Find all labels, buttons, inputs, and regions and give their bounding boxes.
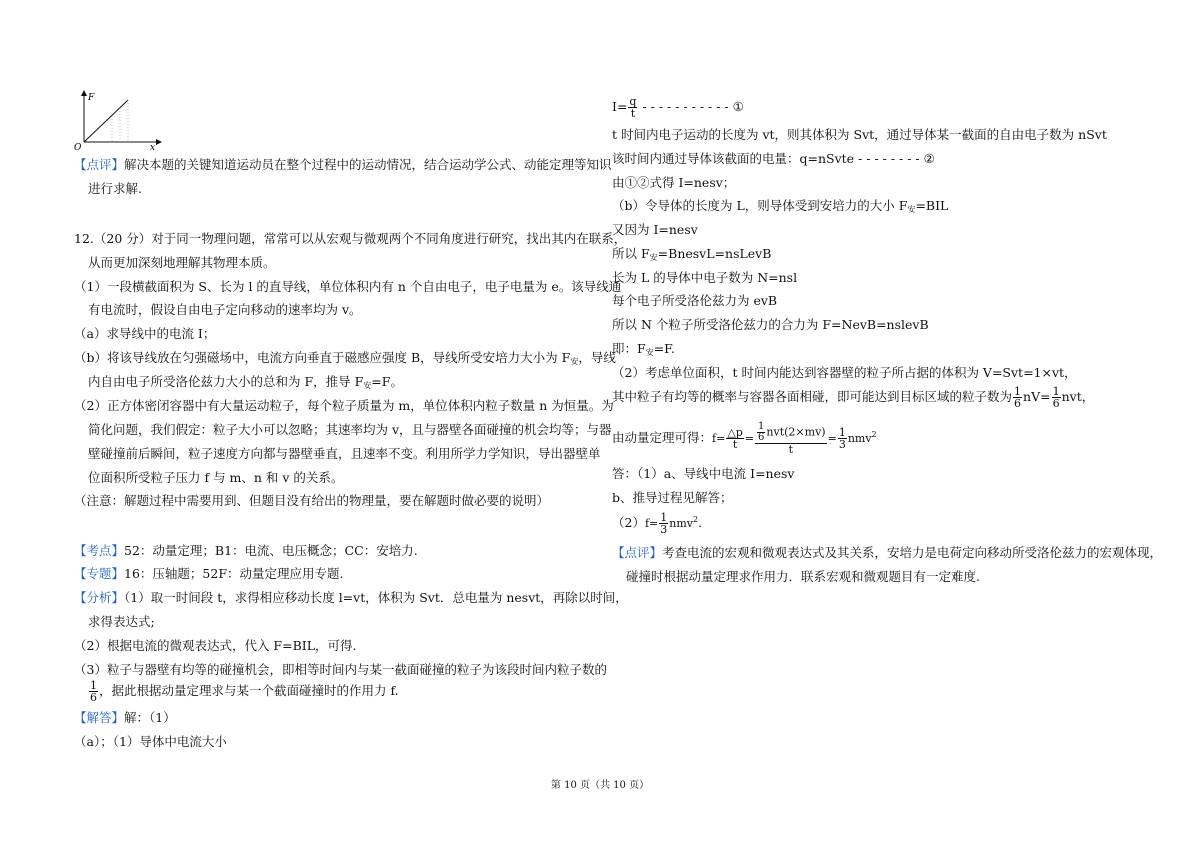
- graph-x-label: x: [150, 143, 156, 150]
- kaodian-tag: 【考点】: [74, 543, 125, 558]
- fraction-num: q: [629, 95, 637, 108]
- r13-end: nmv: [847, 432, 872, 445]
- r13-text: 由动量定理可得：: [612, 430, 713, 445]
- right-line-6: [612, 246, 771, 266]
- note-line: （注意：解题过程中需要用到、但题目没有给出的物理量，要在解题时做必要的说明）: [74, 493, 550, 508]
- right-line-7: 长为 L 的导体中电子数为 N=nsl: [612, 270, 798, 285]
- qb-line2: [88, 374, 403, 394]
- fraction-dp-over-t: [726, 427, 744, 450]
- fraction-den: 6: [1014, 397, 1022, 410]
- r12-text-c: nvt，: [1061, 389, 1095, 404]
- zhuanti-tag: 【专题】: [74, 566, 125, 581]
- review1-text: 解决本题的关键知道运动员在整个过程中的运动情况，结合运动学公式、动能定理等知识: [124, 157, 612, 172]
- right-line-9: 所以 N 个粒子所受洛伦兹力的合力为 F=NevB=nslevB: [612, 317, 929, 332]
- eq1-line: [612, 96, 744, 119]
- subscript-an: 安: [570, 357, 579, 366]
- jieda-tag: 【解答】: [74, 710, 125, 725]
- r6-text-a: 所以 F: [612, 246, 650, 261]
- right-line-16: [612, 512, 702, 535]
- subscript-an: 安: [363, 381, 372, 390]
- right-line-2: 该时间内通过导体该截面的电量：q=nSvte - - - - - - - - ②: [612, 151, 935, 166]
- fraction-den: t: [630, 107, 636, 120]
- q12-line2: 从而更加深刻地理解其物理本质。: [88, 255, 276, 270]
- qb-text-b: ，导线: [578, 350, 616, 365]
- qb-line1: [74, 350, 616, 370]
- r16-dot: .: [698, 515, 703, 530]
- jieda-a-line: （a）；（1）导体中电流大小: [74, 734, 227, 749]
- right-line-11: （2）考虑单位面积，t 时间内能达到容器壁的粒子所占据的体积为 V=Svt=1×vt，: [612, 365, 1077, 380]
- fenxi-text: （1）取一时间段 t，求得相应移动长度 l=vt，体积为 Svt．总电量为 nesvt，再除以时间，: [124, 590, 628, 605]
- fraction-den: t: [788, 443, 794, 456]
- fraction-den: 3: [838, 438, 846, 451]
- fraction-den: 6: [90, 691, 97, 704]
- force-displacement-graph: [72, 88, 162, 150]
- subscript-an: 安: [907, 205, 916, 214]
- q1-line2: 有电流时，假设自由电子定向移动的速率均为 v。: [88, 302, 362, 317]
- r6-text-b: =BnesvL=nsLevB: [657, 246, 772, 261]
- r13-eq: =: [744, 432, 755, 445]
- subscript-an: 安: [649, 253, 658, 262]
- r16-f: f=: [644, 517, 659, 530]
- review2-line1: [612, 545, 1162, 561]
- subscript-an: 安: [645, 348, 654, 357]
- r10-text-b: =F.: [653, 341, 675, 356]
- qb-text-c: 内自由电子所受洛伦兹力大小的总和为 F，推导 F: [88, 374, 364, 389]
- r12-text-b: nV=: [1023, 389, 1051, 404]
- zhuanti-text: 16：压轴题；52F：动量定理应用专题.: [124, 566, 344, 581]
- fraction-one-sixth: [89, 680, 98, 703]
- qa-line: （a）求导线中的电流 I；: [74, 326, 216, 341]
- q2-line3: 壁碰撞前后瞬间，粒子速度方向都与器壁垂直，且速率不变。利用所学力学知识，导出器壁单: [88, 446, 601, 461]
- right-line-1: t 时间内电子运动的长度为 vt，则其体积为 Svt，通过导体某一截面的自由电子数为 nSvt: [612, 127, 1107, 142]
- eq1-lhs: I=: [612, 99, 628, 114]
- r16-end: nmv: [669, 517, 693, 530]
- graph-origin-label: O: [74, 143, 82, 150]
- superscript-2: 2: [692, 515, 699, 524]
- fraction-den: 3: [660, 523, 668, 536]
- r13-f: f=: [712, 432, 726, 445]
- r16-text: （2）: [612, 515, 645, 530]
- qb-text-a: （b）将该导线放在匀强磁场中，电流方向垂直于磁感应强度 B，导线所受安培力大小为 F: [74, 350, 571, 365]
- fraction-big: [755, 422, 827, 455]
- q1-line1: （1）一段横截面积为 S、长为 l 的直导线，单位体积内有 n 个自由电子，电子电量为 e。该导线通: [74, 279, 622, 294]
- right-line-15: b、推导过程见解答；: [612, 490, 733, 505]
- right-line-10: [612, 341, 675, 361]
- r4-text-b: =BIL: [915, 198, 949, 213]
- right-line-12: [612, 386, 1094, 409]
- fraction-num: 1: [90, 679, 97, 692]
- q2-line4: 位面积所受粒子压力 f 与 m、n 和 v 的关系。: [88, 470, 344, 485]
- r10-text-a: 即：F: [612, 341, 646, 356]
- r12-text-a: 其中粒子有均等的概率与容器各面相碰，即可能达到目标区域的粒子数为: [612, 389, 1013, 404]
- fraction-num: 1: [660, 511, 668, 524]
- graph-y-label: F: [88, 93, 95, 103]
- right-line-14: 答：（1）a、导线中电流 I=nesv: [612, 466, 795, 481]
- fenxi-tag: 【分析】: [74, 590, 125, 605]
- review2-line2: 碰撞时根据动量定理求作用力．联系宏观和微观题目有一定难度.: [626, 569, 980, 584]
- fraction-num: 1: [1052, 385, 1060, 398]
- fraction-one-third: [838, 427, 847, 450]
- fenxi-line2: 求得表达式;: [88, 614, 155, 629]
- fraction-num: 1: [838, 426, 846, 439]
- review2-text: 考查电流的宏观和微观表达式及其关系，安培力是电荷定向移动所受洛伦兹力的宏观体现，: [662, 545, 1163, 560]
- right-line-3: 由①②式得 I=nesv；: [612, 175, 736, 190]
- review-tag: 【点评】: [612, 545, 663, 560]
- zhuanti-line: [74, 566, 343, 582]
- fraction-num: 1: [1014, 385, 1022, 398]
- q2-line1: （2）正方体密闭容器中有大量运动粒子，每个粒子质量为 m，单位体积内粒子数量 n 为恒量。为: [74, 398, 614, 413]
- kaodian-text: 52：动量定理；B1：电流、电压概念；CC：安培力.: [124, 543, 418, 558]
- fraction-den: 6: [758, 432, 765, 443]
- fraction-den: t: [732, 438, 738, 451]
- fraction-one-third: [659, 512, 668, 535]
- q2-line2: 简化问题，我们假定：粒子大小可以忽略；其速率均为 v，且与器壁各面碰撞的机会均等；与器: [88, 422, 612, 437]
- jieda-text: 解：（1）: [124, 710, 176, 725]
- r13-eq2: =: [827, 432, 837, 445]
- qb-text-d: =F。: [371, 374, 403, 389]
- fenxi3-line1: （3）粒子与器壁有均等的碰撞机会，即相等时间内与某一截面碰撞的粒子为该段时间内粒子数的: [74, 662, 607, 677]
- fraction-q-over-t: [628, 96, 637, 119]
- right-line-4: [612, 198, 948, 218]
- r13-inner: nvt(2×mv): [766, 425, 826, 439]
- fraction-den: 6: [1052, 397, 1060, 410]
- right-line-5: 又因为 I=nesv: [612, 222, 698, 237]
- r4-text-a: （b）令导体的长度为 L，则导体受到安培力的大小 F: [612, 198, 908, 213]
- fraction-num: △p: [727, 426, 743, 439]
- fraction-num: [755, 422, 827, 444]
- right-line-8: 每个电子所受洛伦兹力为 evB: [612, 293, 778, 308]
- fraction-one-sixth: [757, 422, 765, 443]
- fenxi2-line: （2）根据电流的微观表达式，代入 F=BIL，可得.: [74, 638, 357, 653]
- review1-line1: [74, 157, 612, 173]
- fenxi3-text: ，据此根据动量定理求与某一个截面碰撞时的作用力 f.: [99, 683, 399, 698]
- fraction-one-sixth: [1013, 386, 1022, 409]
- fraction-num: 1: [758, 421, 765, 432]
- fenxi3-line2: [88, 680, 399, 703]
- jieda-line: [74, 710, 176, 726]
- page-footer: 第 10 页（共 10 页）: [550, 780, 650, 791]
- q12-line1: 12.（20 分）对于同一物理问题，常常可以从宏观与微观两个不同角度进行研究，找出其内在联系，: [74, 231, 627, 246]
- fraction-one-sixth: [1052, 386, 1061, 409]
- right-line-13: [612, 422, 877, 455]
- kaodian-line: [74, 543, 418, 559]
- fenxi-line1: [74, 590, 628, 606]
- review1-line2: 进行求解.: [88, 181, 142, 196]
- superscript-2: 2: [871, 430, 877, 439]
- review-tag: 【点评】: [74, 157, 125, 172]
- eq1-tail: - - - - - - - - - - - ①: [638, 99, 744, 114]
